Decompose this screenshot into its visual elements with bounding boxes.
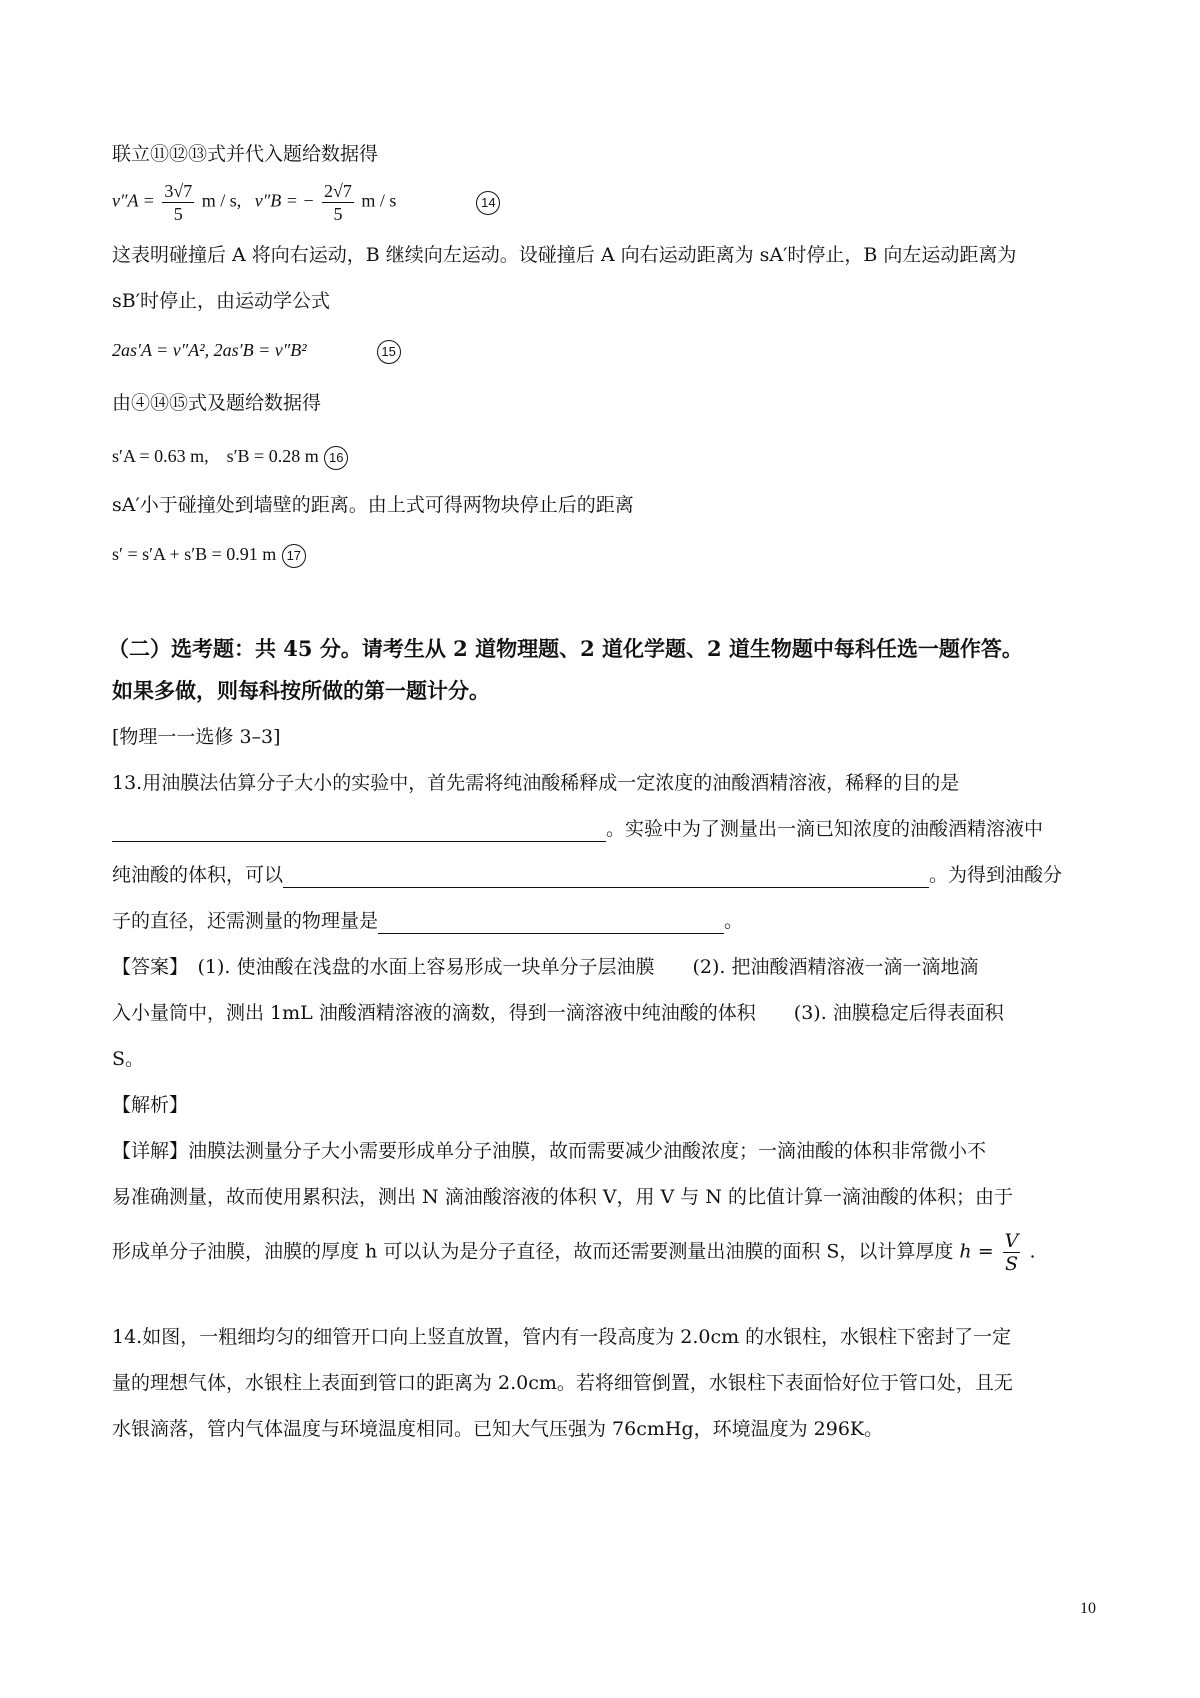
equation-number-14: 14: [476, 191, 500, 215]
answer-blank-3: [378, 913, 724, 934]
eq14-den-a: 5: [173, 204, 183, 224]
section-heading-line-2: 如果多做，则每科按所做的第一题计分。: [112, 678, 490, 703]
question-13-line-1: 13.用油膜法估算分子大小的实验中，首先需将纯油酸稀释成一定浓度的油酸酒精溶液，稀释的目的是: [112, 772, 960, 794]
solution-line-stop: sB′时停止，由运动学公式: [112, 290, 331, 312]
eq14-unit-b: m / s: [361, 190, 397, 211]
equation-15: [112, 340, 402, 364]
equation-17: [112, 544, 307, 568]
equation-14: [112, 180, 501, 225]
answer-line-1: 【答案】 (1). 使油酸在浅盘的水面上容易形成一块单分子层油膜 (2). 把油酸酒精溶液一滴一滴地滴: [112, 956, 979, 978]
explanation-line-1: 【详解】油膜法测量分子大小需要形成单分子油膜，故而需要减少油酸浓度；一滴油酸的体积非常微小不: [112, 1140, 987, 1162]
solution-line-substitute: 由④⑭⑮式及题给数据得: [112, 392, 322, 414]
h-formula-lhs: h =: [959, 1240, 994, 1263]
equation-16: [112, 442, 349, 470]
eq14-num-b: 2√7: [324, 181, 352, 201]
eq14-lhs-b: v″B = −: [254, 190, 315, 211]
explanation-line-3: 形成单分子油膜，油膜的厚度 h 可以认为是分子直径，故而还需要测量出油膜的面积 S，以计算厚度 h = $\frac{V}{S}$ .: [112, 1230, 1036, 1275]
question-14-line-3: 水银滴落，管内气体温度与环境温度相同。已知大气压强为 76cmHg，环境温度为 296K。: [112, 1418, 884, 1440]
eq14-lhs-a: v″A =: [112, 190, 155, 211]
page-number: 10: [1080, 1600, 1096, 1617]
answer-blank-2: [283, 867, 929, 888]
equation-number-15: 15: [377, 340, 401, 364]
equation-number-16: 16: [324, 446, 348, 470]
question-13-line-4: 子的直径，还需测量的物理量是 。: [112, 910, 744, 932]
eq14-unit-a: m / s,: [201, 190, 242, 211]
eq16-text: s′A = 0.63 m, s′B = 0.28 m: [112, 446, 319, 466]
section-heading-line-1: （二）选考题：共 45 分。请考生从 2 道物理题、2 道化学题、2 道生物题中每科任选一题作答。: [108, 636, 1023, 661]
answer-line-3: S。: [112, 1048, 145, 1070]
question-14-line-2: 量的理想气体，水银柱上表面到管口的距离为 2.0cm。若将细管倒置，水银柱下表面恰好位于管口处，且无: [112, 1372, 1013, 1394]
answer-line-2: 入小量筒中，测出 1mL 油酸酒精溶液的滴数，得到一滴溶液中纯油酸的体积 (3). 油膜稳定后得表面积: [112, 1002, 1004, 1024]
solution-line-distance: sA′小于碰撞处到墙壁的距离。由上式可得两物块停止后的距离: [112, 494, 634, 516]
explanation-line-2: 易准确测量，故而使用累积法，测出 N 滴油酸溶液的体积 V，用 V 与 N 的比值计算一滴油酸的体积；由于: [112, 1186, 1013, 1208]
eq17-text: s′ = s′A + s′B = 0.91 m: [112, 544, 277, 565]
eq14-frac-b: [322, 180, 354, 225]
question-13-line-2: 。实验中为了测量出一滴已知浓度的油酸酒精溶液中: [112, 816, 1043, 842]
answer-blank-1: [112, 821, 606, 842]
equation-number-17: 17: [282, 544, 306, 568]
elective-section-label: [物理一一选修 3–3]: [112, 726, 281, 748]
eq14-den-b: 5: [333, 204, 343, 224]
eq14-num-a: 3√7: [164, 181, 193, 201]
question-14-line-1: 14.如图，一粗细均匀的细管开口向上竖直放置，管内有一段高度为 2.0cm 的水银柱，水银柱下密封了一定: [112, 1326, 1012, 1348]
h-formula-frac: $\frac{V}{S}$: [1004, 1230, 1019, 1275]
eq14-frac-a: [162, 180, 194, 225]
eq15-text: 2as′A = v″A², 2as′B = v″B²: [112, 340, 307, 361]
analysis-heading: 【解析】: [112, 1094, 189, 1116]
solution-line-combine: 联立⑪⑫⑬式并代入题给数据得: [112, 143, 379, 165]
solution-line-motion: 这表明碰撞后 A 将向右运动，B 继续向左运动。设碰撞后 A 向右运动距离为 sA′时停止，B 向左运动距离为: [112, 244, 1017, 266]
question-13-line-3: 纯油酸的体积，可以 。为得到油酸分: [112, 864, 1063, 886]
